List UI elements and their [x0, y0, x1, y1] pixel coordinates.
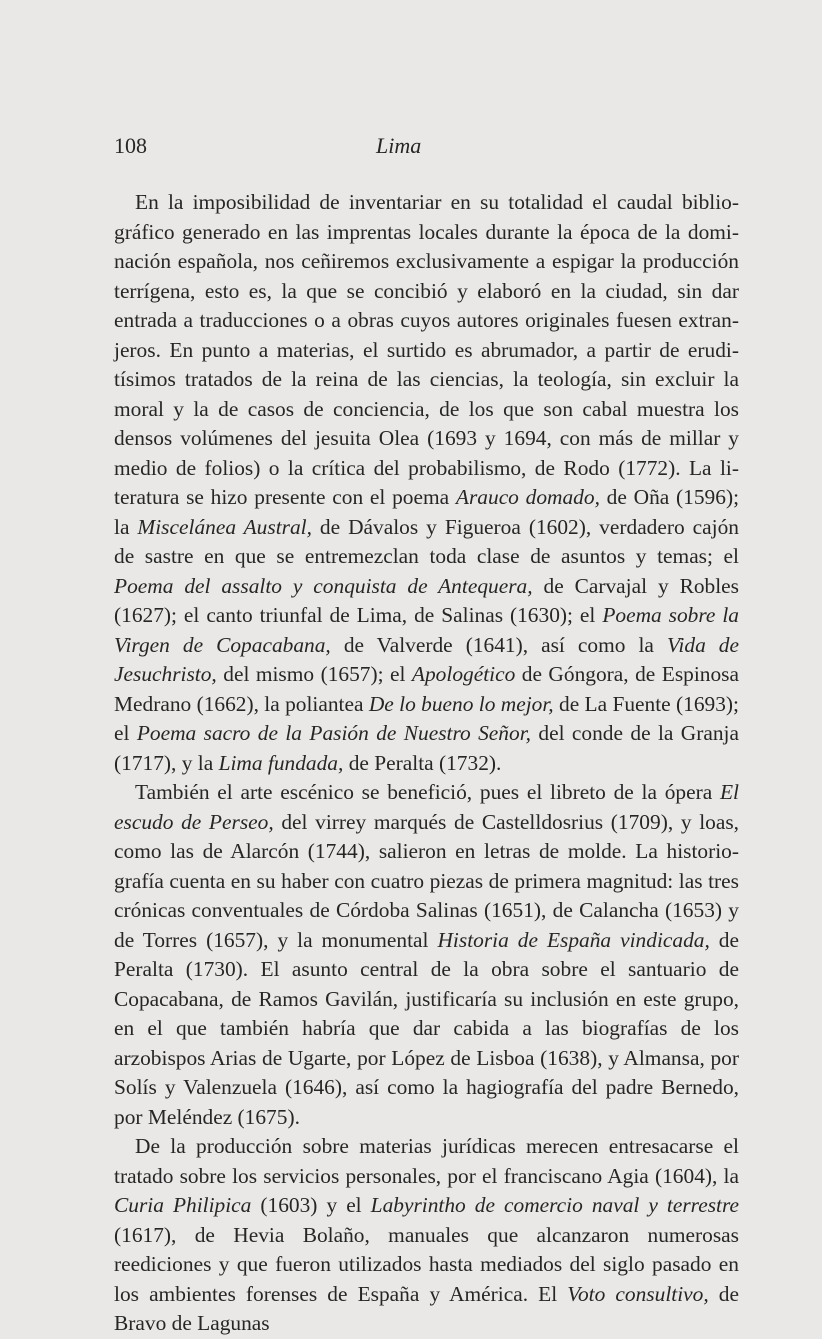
text-run: de Valverde (1641), así como la	[330, 632, 667, 657]
italic-title: Arauco domado,	[455, 485, 600, 509]
italic-title: Vida de Jesuchristo,	[114, 632, 739, 686]
italic-title: Poema del assalto y conquista de Antequera,	[114, 573, 533, 598]
text-run: de Peralta (1732).	[343, 750, 502, 775]
italic-title: Labyrintho de comercio naval y terrestre	[370, 1193, 739, 1217]
text-run: de Dávalos y Figueroa (1602), verdadero cajón de sastre en que se entremezclan toda clase de asuntos y temas; el	[114, 514, 739, 568]
italic-title: Curia Philipica	[114, 1193, 252, 1217]
text-run: de Bravo de Lagunas	[114, 1281, 739, 1335]
text-run: También el arte escénico se benefició, pues el libreto de la ópera	[135, 780, 720, 804]
text-run: de Góngora, de Espinosa Medrano (1662), la poliantea	[114, 662, 739, 716]
paragraph	[114, 778, 739, 1132]
running-title: Lima	[376, 133, 422, 158]
text-run: de Carvajal y Robles (1627); el canto triunfal de Lima, de Salinas (1630); el	[114, 573, 739, 627]
italic-title: Voto consultivo,	[567, 1281, 709, 1306]
text-run: (1603) y el	[251, 1193, 371, 1217]
text-run: de Peralta (1730). El asunto central de la obra sobre el santuario de Copacabana, de Ramos Gavilán, justificaría su inclusión en este grupo, en el que también habría que dar cabida a las biografías de los arzobispos Arias de Ugarte, por López de Lisboa (1638), y Almansa, por Solís y Valenzuela (1646), así como la hagiografía del padre Bernedo, por Meléndez (1675).	[114, 927, 739, 1129]
italic-title: Miscelánea Austral,	[137, 514, 312, 539]
italic-title: De lo bueno lo mejor,	[368, 691, 554, 716]
paragraph	[114, 1132, 739, 1339]
italic-title: Historia de España vindicada,	[437, 927, 710, 952]
paragraph	[114, 188, 739, 778]
body-text	[114, 188, 739, 1339]
text-run: de La Fuente (1693); el	[114, 691, 739, 745]
page-header	[114, 133, 739, 163]
text-run: En la imposibilidad de inventariar en su totalidad el caudal bibliográfico generado en las imprentas locales durante la época de la dominación española, nos ceñiremos exclusivamente a espigar la producción terrígena, esto es, la que se concibió y elaboró en la ciudad, sin dar entrada a traducciones o a obras cuyos autores originales fuesen extranjeros. En punto a materias, el surtido es abrumador, a partir de eruditísimos tratados de la reina de las ciencias, la teología, sin excluir la moral y la de casos de conciencia, de los que son cabal muestra los densos volúmenes del jesuita Olea (1693 y 1694, con más de millar y medio de folios) o la crítica del probabilismo, de Rodo (1772). La literatura se hizo presente con el poema	[114, 190, 739, 509]
italic-title: Lima fundada,	[218, 750, 344, 775]
text-run: del conde de la Granja (1717), y la	[114, 721, 739, 775]
italic-title: El escudo de Perseo,	[114, 780, 739, 834]
text-run: del mismo (1657); el	[216, 662, 412, 686]
italic-title: Poema sobre la Virgen de Copacabana,	[114, 603, 739, 657]
text-run: De la producción sobre materias jurídicas merecen entresacarse el tratado sobre los servicios personales, por el franciscano Agia (1604), la	[114, 1134, 739, 1188]
text-run: del virrey marqués de Castelldosrius (1709), y loas, como las de Alarcón (1744), salieron en letras de molde. La historiografía cuenta en su haber con cuatro piezas de primera magnitud: las tres crónicas conventuales de Córdoba Salinas (1651), de Calancha (1653) y de Torres (1657), y la monumental	[114, 809, 740, 952]
italic-title: Poema sacro de la Pasión de Nuestro Señor,	[136, 721, 531, 745]
text-run: (1617), de Hevia Bolaño, manuales que alcanzaron numerosas reediciones y que fueron utilizados hasta mediados del siglo pasado en los ambientes forenses de España y América. El	[114, 1222, 739, 1306]
page-number: 108	[114, 133, 147, 158]
italic-title: Apologético	[411, 662, 516, 686]
text-run: de Oña (1596); la	[114, 485, 740, 539]
